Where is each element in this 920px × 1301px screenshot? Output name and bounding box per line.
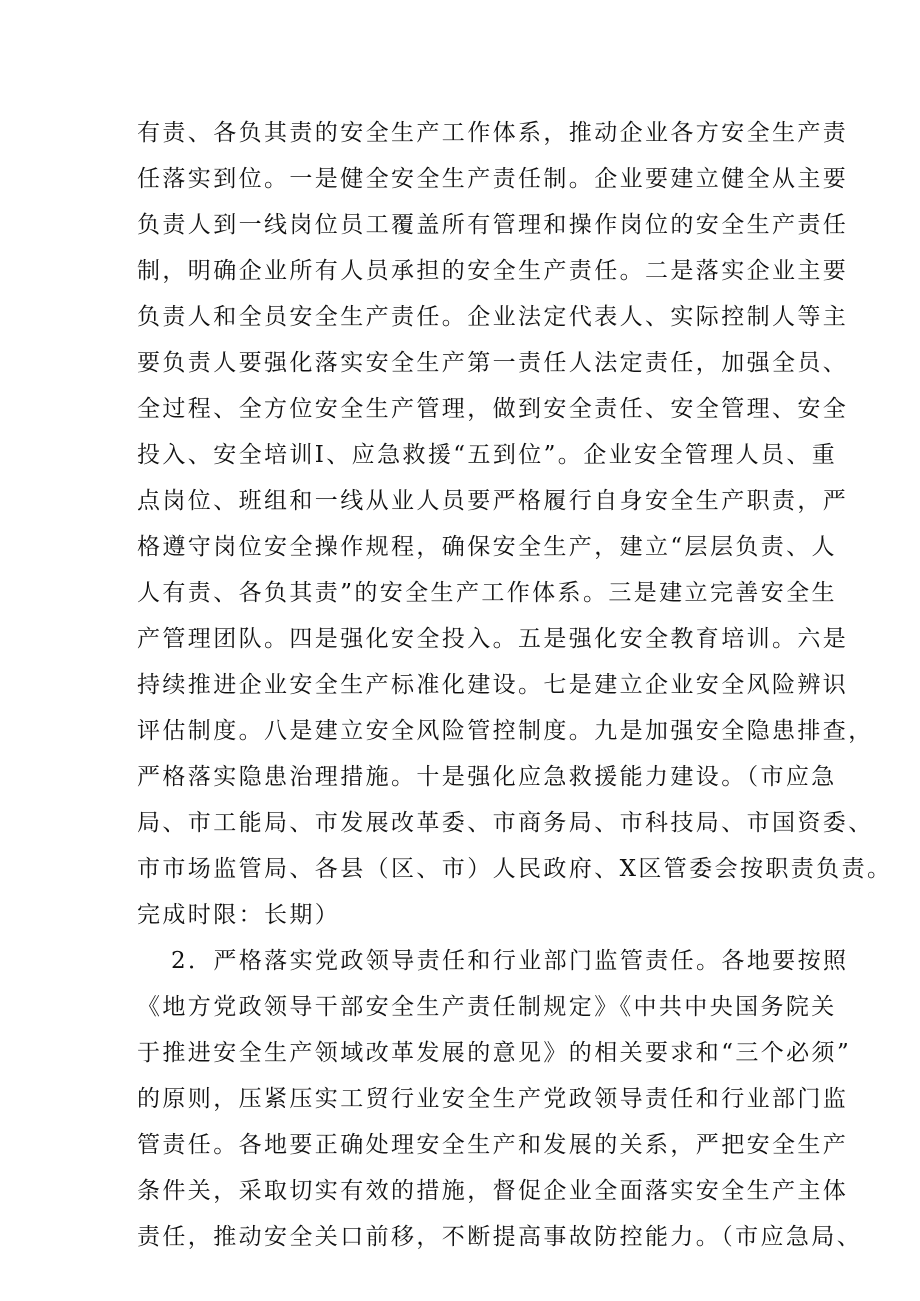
text-line: 严格落实隐患治理措施。十是强化应急救援能力建设。（市应急 [137, 764, 837, 790]
text-line: 局、市工能局、市发展改革委、市商务局、市科技局、市国资委、 [137, 810, 874, 836]
text-line: 管责任。各地要正确处理安全生产和发展的关系，严把安全生产 [137, 1132, 849, 1158]
text-line: 于推进安全生产领域改革发展的意见》的相关要求和“三个必须” [137, 1040, 852, 1066]
text-line: 投入、安全培训Ⅰ、应急救援“五到位”。企业安全管理人员、重 [137, 442, 838, 468]
text-line: 评估制度。八是建立安全风险管控制度。九是加强安全隐患排查， [137, 718, 874, 744]
text-line: 《地方党政领导干部安全生产责任制规定》《中共中央国务院关 [137, 994, 837, 1020]
text-line: 全过程、全方位安全生产管理，做到安全责任、安全管理、安全 [137, 396, 849, 422]
text-line: 负责人到一线岗位员工覆盖所有管理和操作岗位的安全生产责任 [137, 212, 849, 238]
text-line: 点岗位、班组和一线从业人员要严格履行自身安全生产职责，严 [137, 488, 849, 514]
body-text [137, 110, 893, 1260]
text-line: 制，明确企业所有人员承担的安全生产责任。二是落实企业主要 [137, 258, 849, 284]
text-line: 市市场监管局、各县（区、市）人民政府、X区管委会按职责负责。 [137, 856, 893, 882]
text-line: 完成时限：长期） [137, 902, 341, 928]
text-line: 负责人和全员安全生产责任。企业法定代表人、实际控制人等主 [137, 304, 849, 330]
text-line: 要负责人要强化落实安全生产第一责任人法定责任，加强全员、 [137, 350, 849, 376]
text-line: 任落实到位。一是健全安全生产责任制。企业要建立健全从主要 [137, 166, 849, 192]
text-line: 的原则，压紧压实工贸行业安全生产党政领导责任和行业部门监 [137, 1086, 849, 1112]
text-line: 条件关，采取切实有效的措施，督促企业全面落实安全生产主体 [137, 1178, 849, 1204]
text-line: 格遵守岗位安全操作规程，确保安全生产，建立“层层负责、人 [137, 534, 837, 560]
text-line: 产管理团队。四是强化安全投入。五是强化安全教育培训。六是 [137, 626, 849, 652]
section-heading-line: 2．严格落实党政领导责任和行业部门监管责任。各地要按照 [171, 948, 849, 974]
text-line: 持续推进企业安全生产标准化建设。七是建立企业安全风险辨识 [137, 672, 849, 698]
text-line: 人有责、各负其责”的安全生产工作体系。三是建立完善安全生 [137, 580, 837, 606]
text-line: 有责、各负其责的安全生产工作体系，推动企业各方安全生产责 [137, 120, 849, 146]
text-line: 责任，推动安全关口前移，不断提高事故防控能力。（市应急局、 [137, 1224, 863, 1250]
